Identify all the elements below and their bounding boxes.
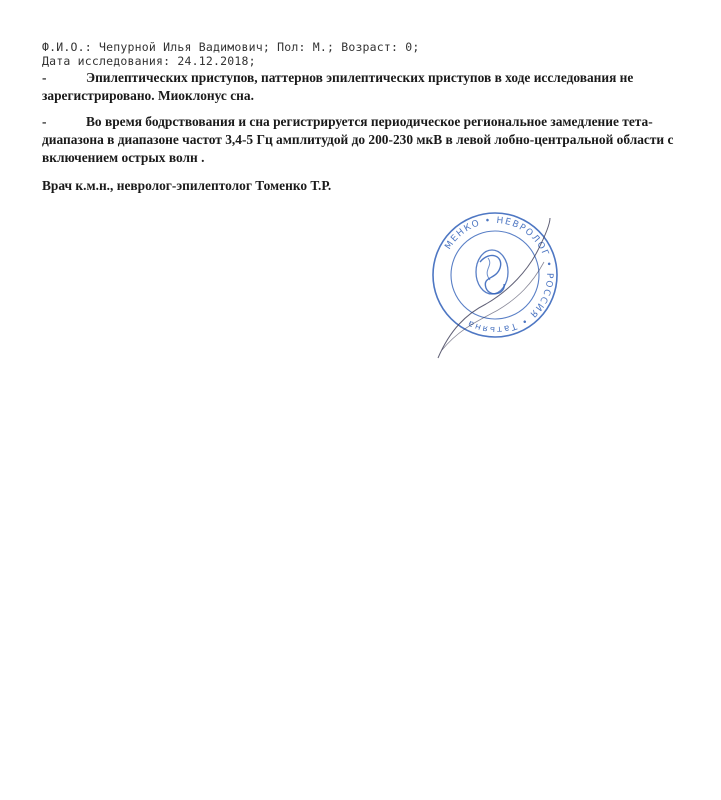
bullet-dash: - — [42, 70, 47, 85]
finding-2-text-1: Во время бодрствования и сна регистрируется периодическое региональное замедление тета- — [86, 114, 653, 129]
finding-1-line-2: зарегистрировано. Миоклонус сна. — [42, 88, 254, 103]
doctor-signature-line: Врач к.м.н., невролог-эпилептолог Томенко Т.Р. — [42, 178, 332, 193]
patient-info-line: Ф.И.О.: Чепурной Илья Вадимович; Пол: М.; Возраст: 0; — [42, 40, 420, 54]
finding-1-line-1 — [42, 70, 633, 86]
finding-2-line-2: диапазона в диапазоне частот 3,4-5 Гц амплитудой до 200-230 мкВ в левой лобно-центральной области с — [42, 132, 674, 147]
finding-2-line-3: включением острых волн . — [42, 150, 205, 165]
finding-1-text-1: Эпилептических приступов, паттернов эпилептических приступов в ходе исследования не — [86, 70, 634, 85]
doctor-stamp — [420, 210, 570, 360]
bullet-dash: - — [42, 114, 47, 129]
exam-date-line: Дата исследования: 24.12.2018; — [42, 54, 256, 68]
svg-text:МЕНКО • НЕВРОЛОГ • РОССИЯ • Та: МЕНКО • НЕВРОЛОГ • РОССИЯ • Татьяна — [443, 215, 555, 335]
finding-2-line-1 — [42, 114, 653, 130]
